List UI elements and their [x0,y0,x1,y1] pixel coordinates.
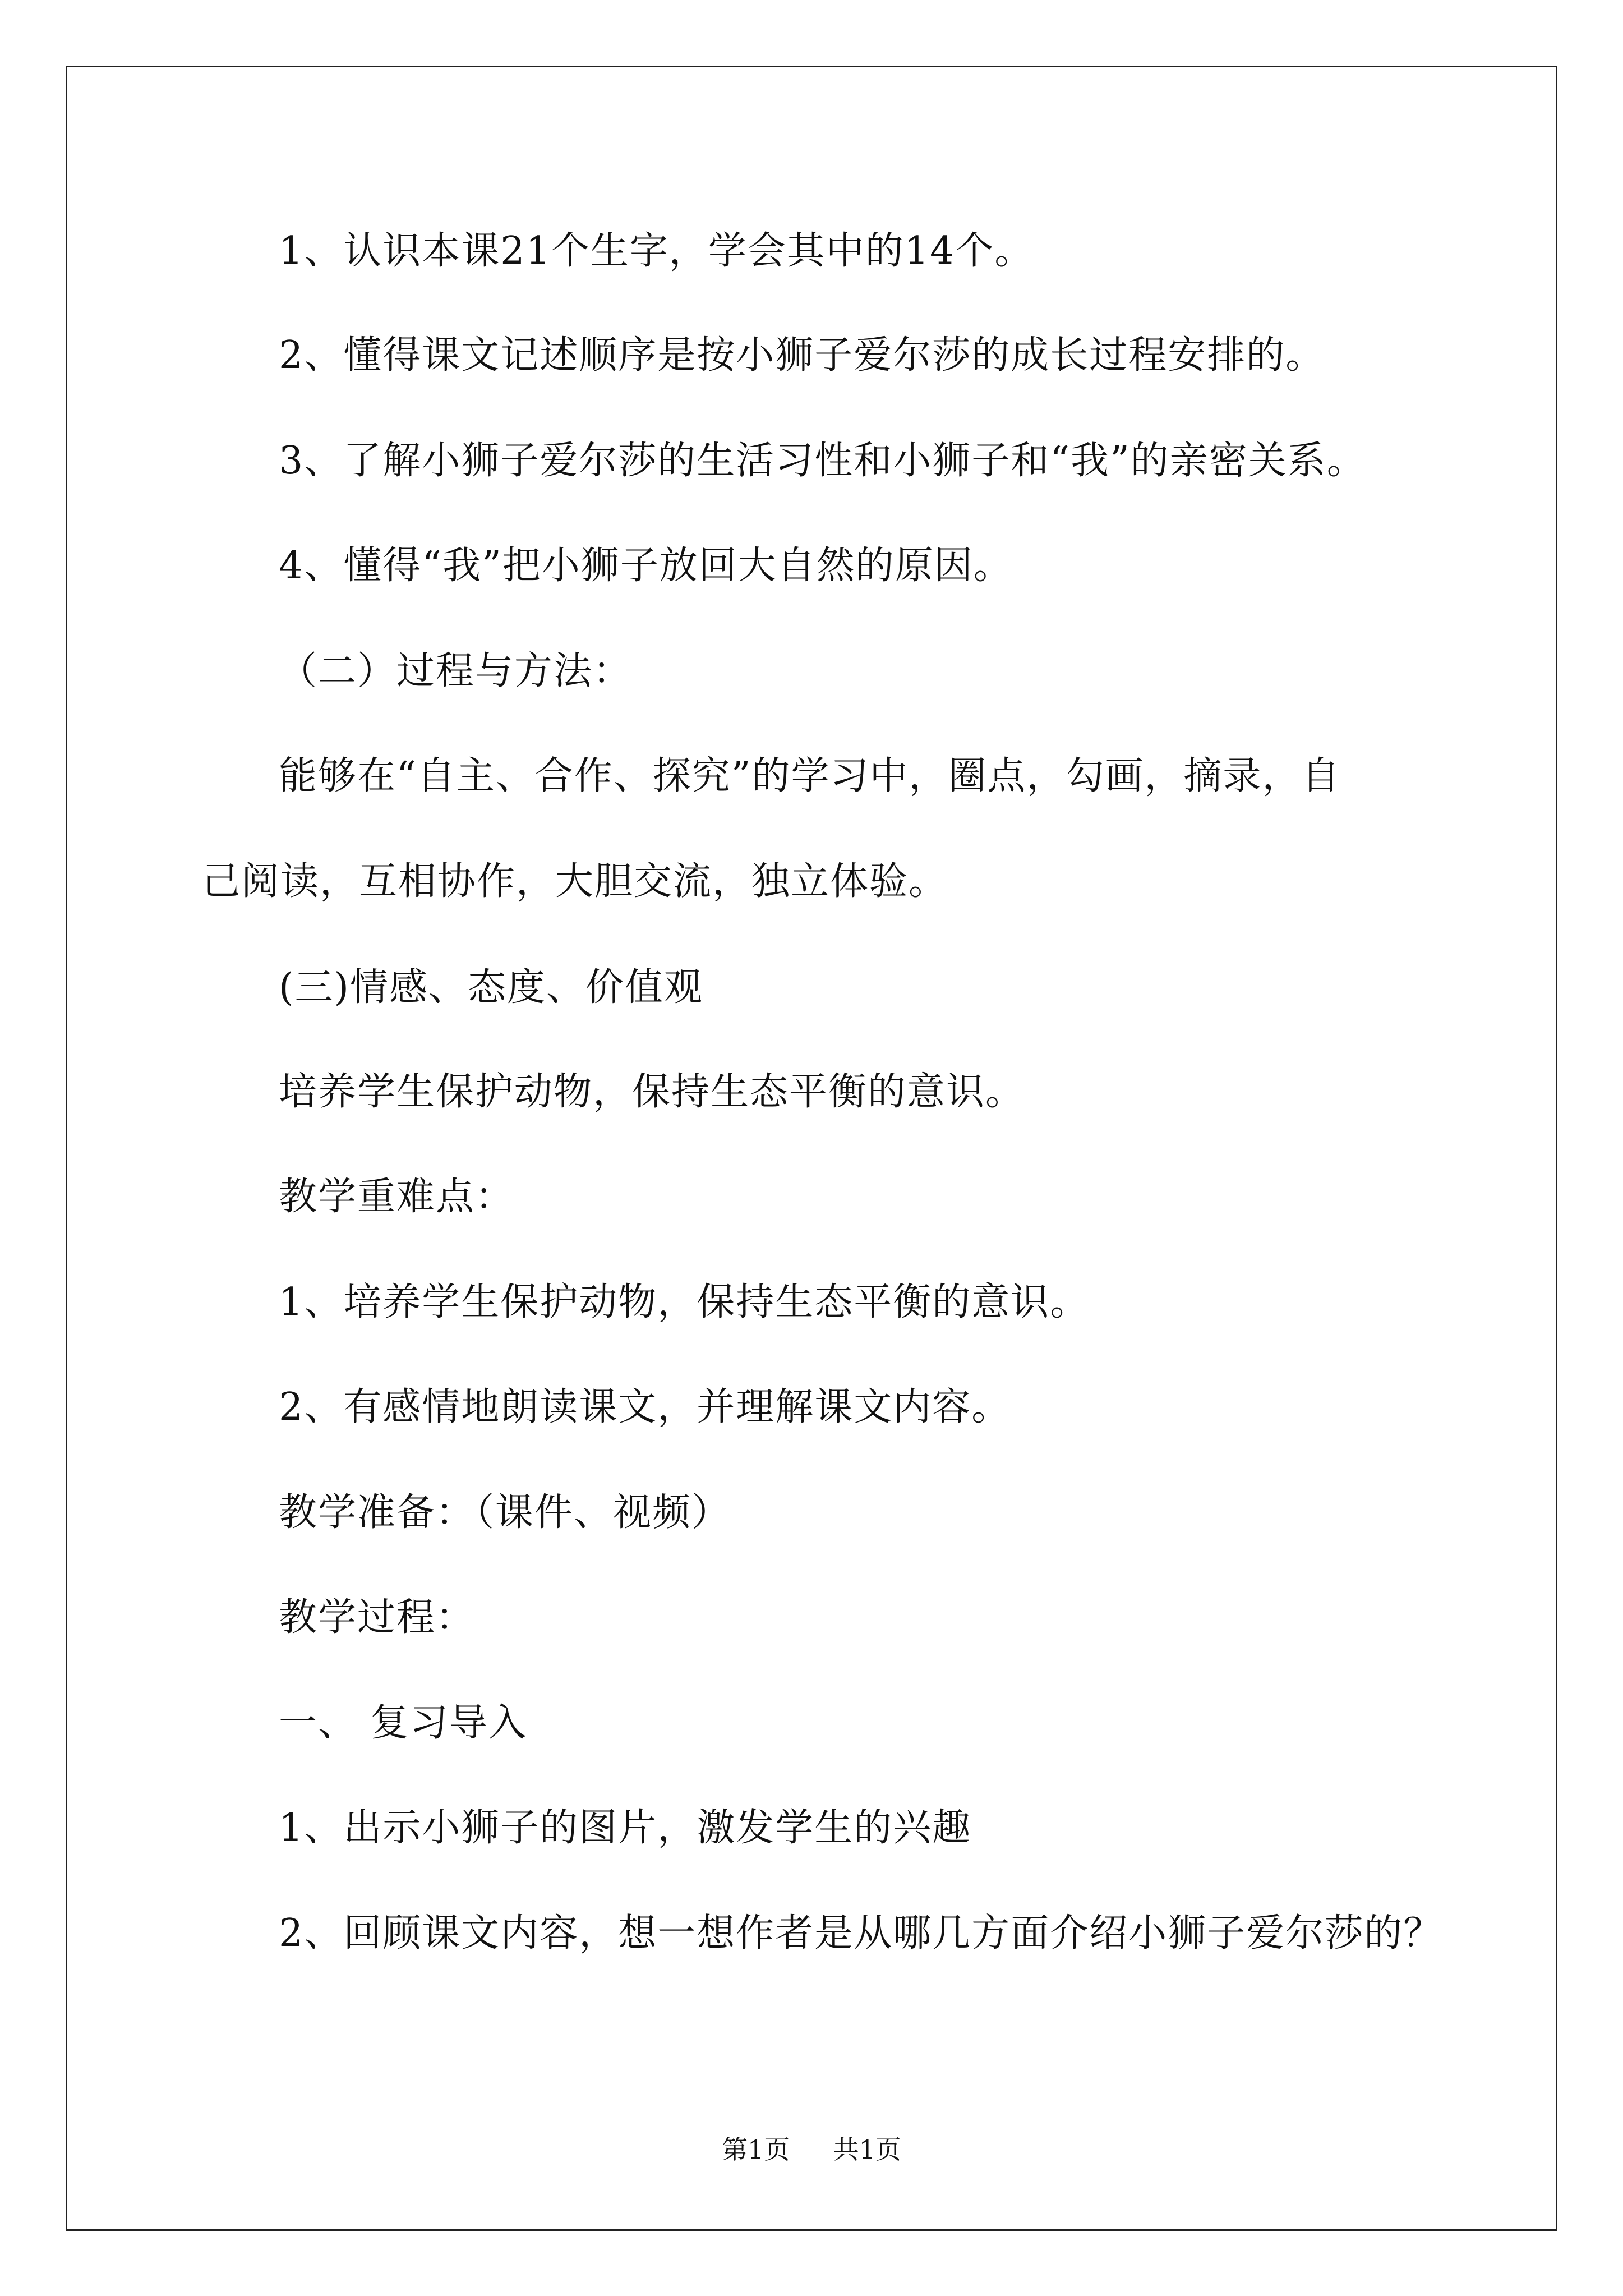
section-heading: （二）过程与方法： [279,649,633,693]
section-heading: 教学过程： [279,1595,476,1640]
paragraph: 3、了解小狮子爱尔莎的生活习性和小狮子和“我”的亲密关系。 [279,439,1366,483]
page-border [66,66,1557,2231]
page-number-total: 共1页 [833,2134,901,2165]
paragraph: 4、懂得“我”把小狮子放回大自然的原因。 [279,544,1013,588]
section-heading: (三)情感、态度、价值观 [279,965,704,1010]
paragraph: 1、认识本课21个生字，学会其中的14个。 [279,229,1034,273]
paragraph: 培养学生保护动物，保持生态平衡的意识。 [279,1070,1025,1114]
paragraph: 教学准备：（课件、视频） [279,1490,731,1535]
paragraph: 2、有感情地朗读课文，并理解课文内容。 [279,1385,1011,1429]
paragraph: 己阅读，互相协作，大胆交流，独立体验。 [202,859,948,904]
paragraph: 1、培养学生保护动物，保持生态平衡的意识。 [279,1280,1090,1324]
paragraph: 2、回顾课文内容，想一想作者是从哪几方面介绍小狮子爱尔莎的？ [279,1911,1443,1955]
paragraph: 1、出示小狮子的图片，激发学生的兴趣 [279,1806,972,1850]
section-heading: 一、 复习导入 [279,1701,528,1745]
page-footer [0,2129,1623,2166]
page-number-current: 第1页 [722,2134,790,2165]
section-heading: 教学重难点： [279,1175,515,1219]
paragraph: 能够在“自主、合作、探究”的学习中，圈点，勾画，摘录，自 [279,754,1341,798]
paragraph: 2、懂得课文记述顺序是按小狮子爱尔莎的成长过程安排的。 [279,333,1325,378]
